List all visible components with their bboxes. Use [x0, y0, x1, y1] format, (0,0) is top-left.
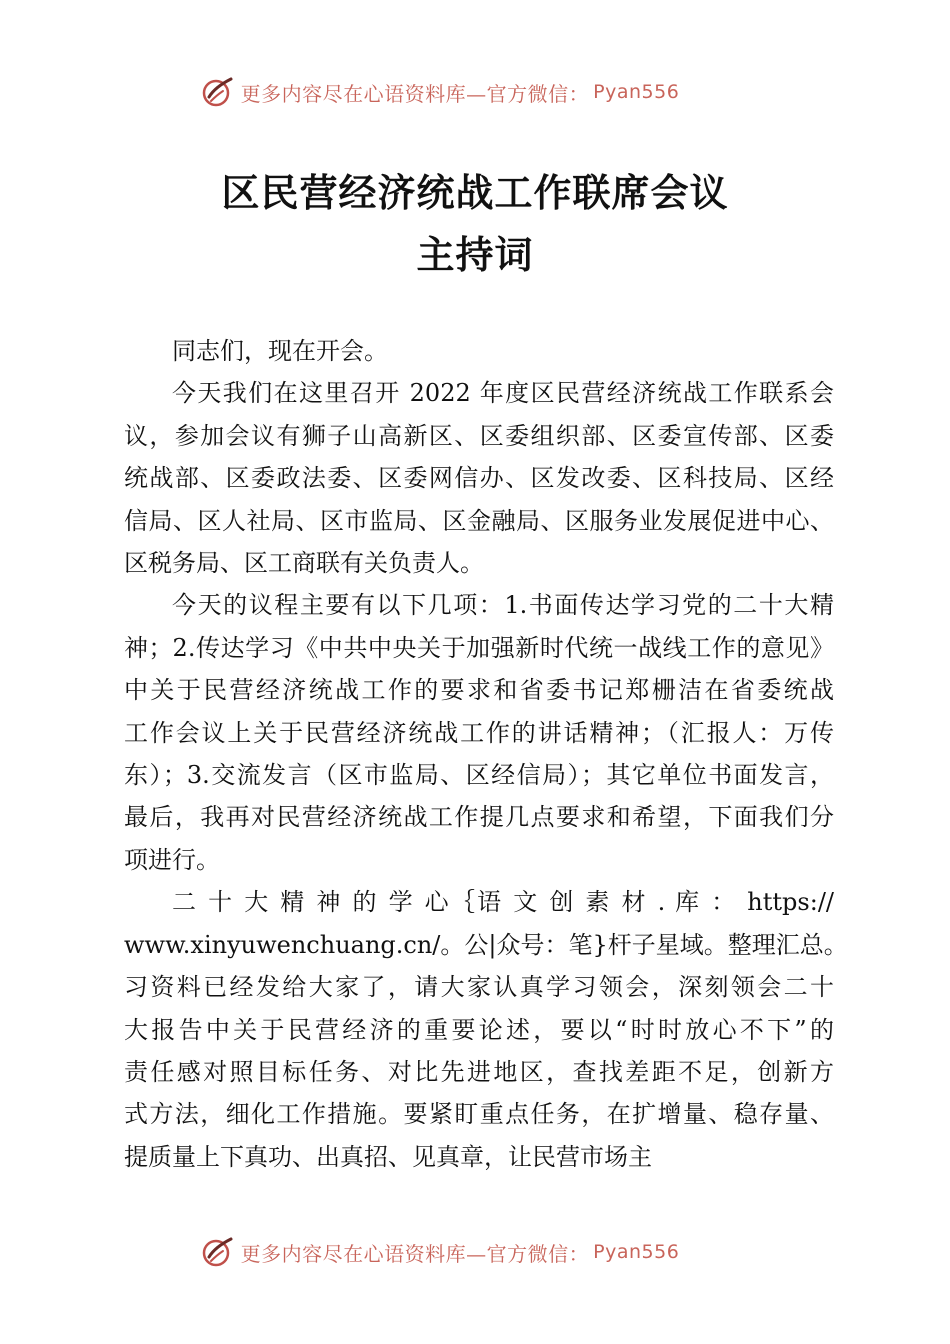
body-line: 式方法，细化工作措施。要紧盯重点任务，在扩增量、稳存量、	[124, 1100, 834, 1129]
document-body	[124, 330, 848, 1178]
body-line: 同志们，现在开会。	[172, 337, 388, 365]
body-line: 中关于民营经济统战工作的要求和省委书记郑栅洁在省委统战	[124, 676, 834, 705]
document-subtitle: 主持词	[416, 232, 534, 277]
body-line: 项进行。	[124, 845, 220, 874]
body-line: 二 十 大 精 神 的 学 心｛语 文 创 素 材 . 库 ： https://	[172, 888, 834, 917]
body-line: 区税务局、区工商联有关负责人。	[124, 549, 484, 578]
document-title: 区民营经济统战工作联席会议	[221, 170, 729, 215]
body-line: 今天的议程主要有以下几项：1.书面传达学习党的二十大精	[172, 591, 834, 620]
body-line: 信局、区人社局、区市监局、区金融局、区服务业发展促进中心、	[124, 506, 834, 535]
body-line: 今天我们在这里召开 2022 年度区民营经济统战工作联系会	[172, 379, 834, 408]
pen-logo-icon	[201, 75, 235, 109]
header-watermark	[0, 72, 950, 112]
watermark-text: 更多内容尽在心语资料库—官方微信：	[240, 1241, 590, 1266]
body-line: 责任感对照目标任务、对比先进地区，查找差距不足，创新方	[124, 1057, 834, 1086]
body-line: 工作会议上关于民营经济统战工作的讲话精神；（汇报人：万传	[124, 718, 834, 747]
watermark-wechat-id: Pyan556	[593, 1241, 680, 1263]
body-line: 议，参加会议有狮子山高新区、区委组织部、区委宣传部、区委	[124, 421, 834, 450]
body-line: 最后，我再对民营经济统战工作提几点要求和希望，下面我们分	[124, 803, 834, 832]
body-line: 大报告中关于民营经济的重要论述，要以“时时放心不下”的	[124, 1015, 834, 1044]
watermark-wechat-id: Pyan556	[593, 81, 680, 103]
footer-watermark	[0, 1232, 950, 1272]
pen-logo-icon	[201, 1235, 235, 1269]
body-line: 统战部、区委政法委、区委网信办、区发改委、区科技局、区经	[124, 464, 834, 493]
watermark-text: 更多内容尽在心语资料库—官方微信：	[240, 81, 590, 106]
body-line: 习资料已经发给大家了，请大家认真学习领会，深刻领会二十	[124, 973, 834, 1002]
body-line: www.xinyuwenchuang.cn/。公|众号：笔}杆子星域。整理汇总。	[124, 930, 848, 959]
body-line: 东）；3.交流发言（区市监局、区经信局）；其它单位书面发言，	[124, 761, 834, 790]
body-line: 神；2.传达学习《中共中央关于加强新时代统一战线工作的意见》	[124, 633, 834, 662]
body-line: 提质量上下真功、出真招、见真章，让民营市场主	[124, 1142, 652, 1171]
